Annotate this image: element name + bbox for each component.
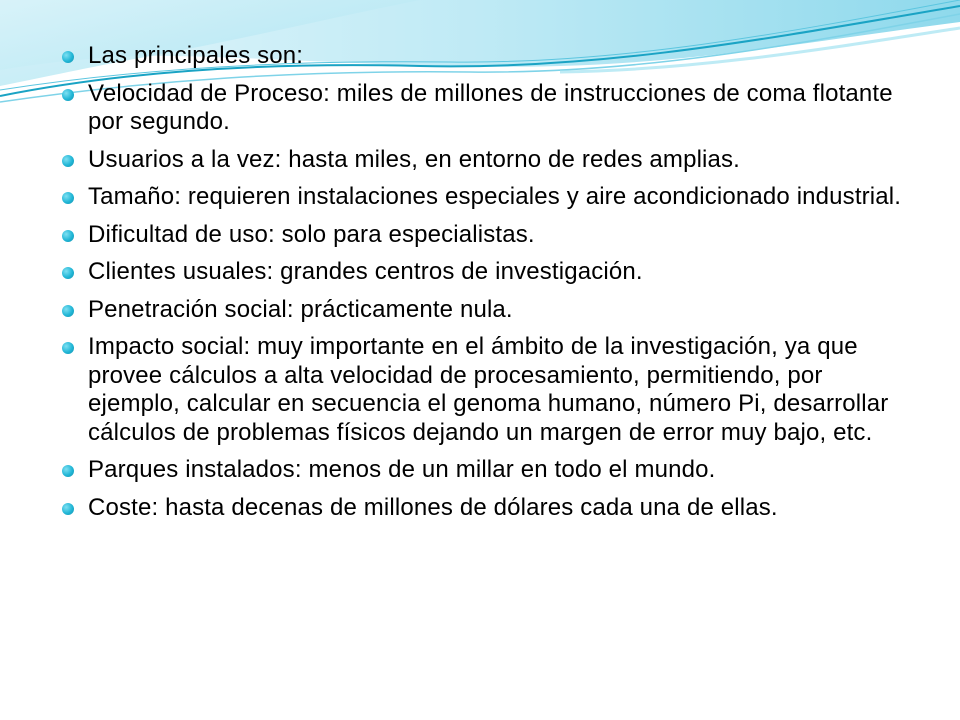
bullet-dot-icon [62, 305, 74, 317]
bullet-dot-icon [62, 267, 74, 279]
bullet-item [60, 494, 920, 523]
bullet-list [60, 42, 920, 531]
bullet-dot-icon [62, 503, 74, 515]
bullet-dot-icon [62, 465, 74, 477]
bullet-dot-icon [62, 192, 74, 204]
bullet-item [60, 456, 920, 485]
bullet-item [60, 183, 920, 212]
bullet-text: Tamaño: requieren instalaciones especiales y aire acondicionado industrial. [88, 183, 902, 210]
bullet-item [60, 258, 920, 287]
bullet-dot-icon [62, 51, 74, 63]
bullet-dot-icon [62, 230, 74, 242]
bullet-item [60, 80, 920, 137]
bullet-item [60, 146, 920, 175]
bullet-dot-icon [62, 89, 74, 101]
bullet-text: Dificultad de uso: solo para especialistas. [88, 220, 535, 248]
bullet-text: Parques instalados: menos de un millar en todo el mundo. [88, 456, 716, 483]
bullet-text: Las principales son: [88, 42, 304, 69]
bullet-text: Impacto social: muy importante en el ámbito de la investigación, ya que provee cálculos a alta velocidad de procesamiento, permitiendo, por ejemplo, calcular en secuencia el genoma humano, número Pi, desarrollar cálculos de problemas físicos dejando un margen de error muy bajo, etc. [88, 333, 889, 446]
bullet-text: Clientes usuales: grandes centros de investigación. [88, 258, 643, 285]
bullet-item [60, 333, 920, 447]
bullet-item [60, 42, 920, 71]
bullet-dot-icon [62, 342, 74, 354]
bullet-text: Coste: hasta decenas de millones de dólares cada una de ellas. [88, 493, 778, 521]
bullet-dot-icon [62, 155, 74, 167]
bullet-text: Velocidad de Proceso: miles de millones de instrucciones de coma flotante por segundo. [88, 79, 893, 135]
bullet-text: Penetración social: prácticamente nula. [88, 295, 513, 323]
bullet-text: Usuarios a la vez: hasta miles, en entorno de redes amplias. [88, 145, 740, 173]
bullet-item [60, 221, 920, 250]
bullet-item [60, 296, 920, 325]
